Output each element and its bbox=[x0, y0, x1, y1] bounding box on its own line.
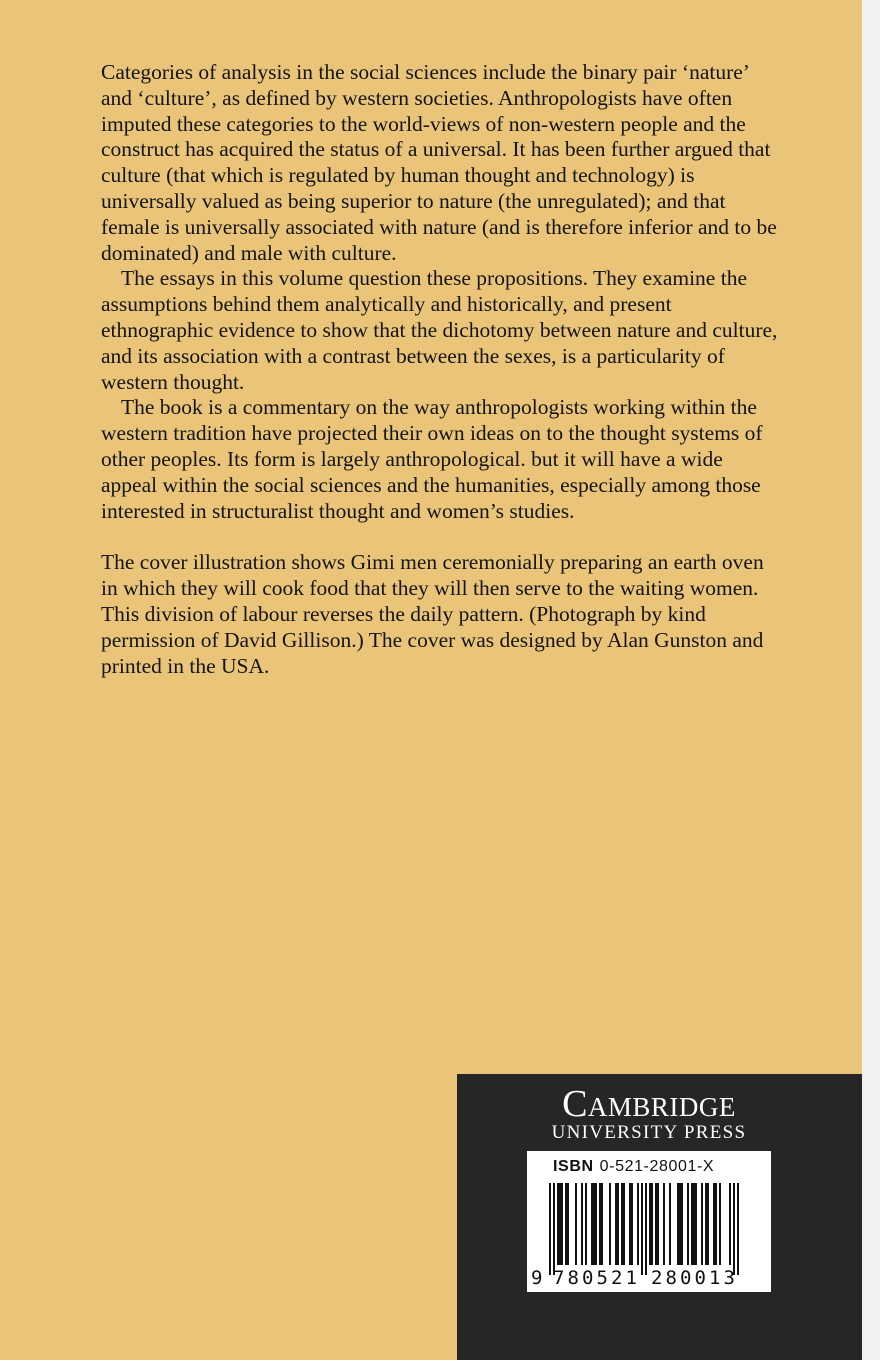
barcode-guard-bar bbox=[737, 1183, 739, 1275]
barcode-bar bbox=[687, 1183, 689, 1265]
isbn-line bbox=[553, 1158, 714, 1176]
barcode-bar bbox=[705, 1183, 709, 1265]
barcode-bar bbox=[557, 1183, 563, 1265]
barcode-guard-bar bbox=[733, 1183, 735, 1275]
barcode-bar bbox=[701, 1183, 703, 1265]
barcode-guard-bar bbox=[549, 1183, 551, 1275]
barcode-bar bbox=[609, 1183, 611, 1265]
barcode-bars bbox=[549, 1183, 739, 1275]
barcode-bar bbox=[599, 1183, 603, 1265]
barcode-guard-bar bbox=[641, 1183, 643, 1275]
barcode-left-digits: 780521 bbox=[553, 1267, 637, 1289]
isbn-number: 0-521-28001-X bbox=[599, 1158, 715, 1175]
blurb-text bbox=[101, 60, 781, 679]
page-edge bbox=[862, 0, 880, 1360]
barcode-bar bbox=[615, 1183, 619, 1265]
barcode-right-digits: 280013 bbox=[651, 1267, 735, 1289]
barcode-bar bbox=[691, 1183, 697, 1265]
barcode-guard-bar bbox=[645, 1183, 647, 1275]
barcode-bar bbox=[629, 1183, 633, 1265]
barcode-guard-bar bbox=[553, 1183, 555, 1275]
barcode-bar bbox=[591, 1183, 597, 1265]
barcode-bar bbox=[565, 1183, 569, 1265]
barcode-bar bbox=[637, 1183, 639, 1265]
barcode-label bbox=[527, 1151, 771, 1292]
publisher-subtitle: UNIVERSITY PRESS bbox=[551, 1122, 747, 1143]
barcode-bar bbox=[669, 1183, 671, 1265]
barcode-bar bbox=[663, 1183, 665, 1265]
blurb-paragraph-2: The essays in this volume question these propositions. They examine the assumptions behind them analytically and historically, and present ethnographic evidence to show that the dichotomy between nature and culture, and its association with a contrast between the sexes, is a particularity of western thought. bbox=[101, 266, 778, 394]
publisher-panel bbox=[457, 1074, 862, 1360]
barcode-bar bbox=[585, 1183, 587, 1265]
barcode-bar bbox=[729, 1183, 731, 1265]
barcode-bar bbox=[713, 1183, 717, 1265]
barcode-bar bbox=[655, 1183, 659, 1265]
barcode-bar bbox=[677, 1183, 683, 1265]
barcode-bar bbox=[581, 1183, 583, 1265]
barcode-bar bbox=[575, 1183, 577, 1265]
barcode-bar bbox=[719, 1183, 721, 1265]
blurb-paragraph-3: The book is a commentary on the way anthropologists working within the western tradition have projected their own ideas on to the thought systems of other peoples. Its form is largely anthropological. but it will have a wide appeal within the social sciences and the humanities, especially among those interested in structuralist thought and women’s studies. bbox=[101, 395, 763, 523]
barcode-bar bbox=[621, 1183, 625, 1265]
blurb-paragraph-1: Categories of analysis in the social sciences include the binary pair ‘nature’ and ‘culture’, as defined by western societies. Anthropologists have often imputed these categories to the world-views of non-western people and the construct has acquired the status of a universal. It has been further argued that culture (that which is regulated by human thought and technology) is universally valued as being superior to nature (the unregulated); and that female is universally associated with nature (and is therefore inferior and to be dominated) and male with culture. bbox=[101, 60, 777, 265]
barcode-bar bbox=[649, 1183, 653, 1265]
publisher-name: Cambridge bbox=[562, 1083, 736, 1125]
isbn-label: ISBN bbox=[553, 1158, 594, 1175]
cover-credit-paragraph: The cover illustration shows Gimi men ceremonially preparing an earth oven in which they will cook food that they will then serve to the waiting women. This division of labour reverses the daily pattern. (Photograph by kind permission of David Gillison.) The cover was designed by Alan Gunston and printed in the USA. bbox=[101, 550, 764, 678]
barcode-first-digit: 9 bbox=[531, 1267, 543, 1289]
